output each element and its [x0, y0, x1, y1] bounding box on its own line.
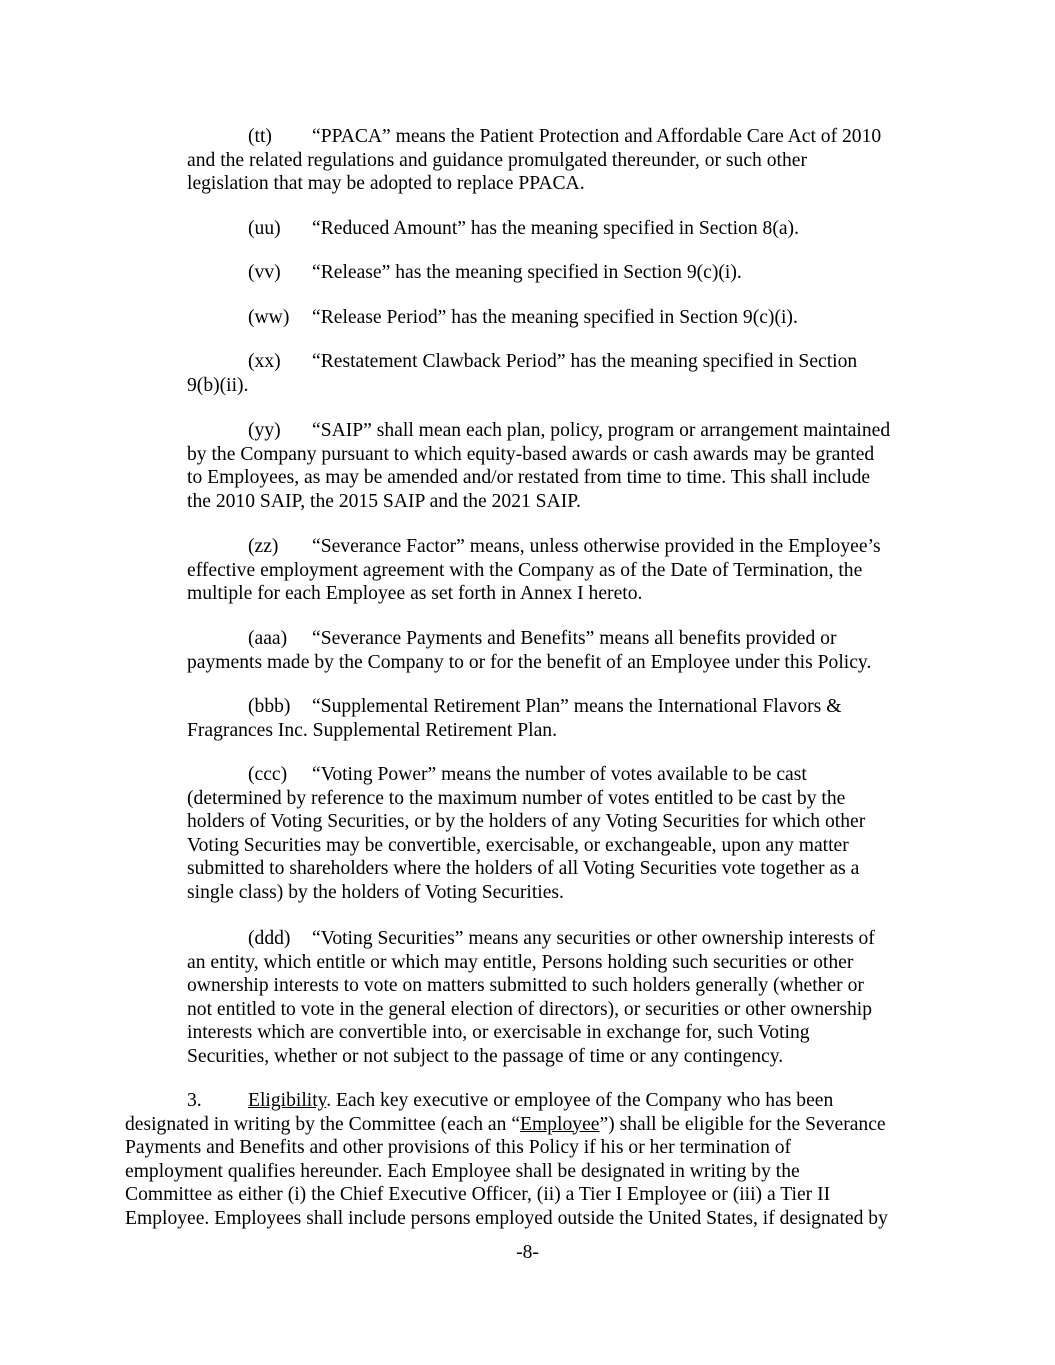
definition-label: (ddd)	[248, 928, 291, 949]
definition-text: “Voting Securities” means any securities or other ownership interests of	[312, 928, 875, 949]
definition-paragraph	[187, 535, 947, 606]
text-line: employment qualifies hereunder. Each Employee shall be designated in writing by the	[125, 1160, 800, 1182]
text-line: to Employees, as may be amended and/or restated from time to time. This shall include	[187, 467, 871, 489]
text-line: Securities, whether or not subject to the passage of time or any contingency.	[187, 1045, 784, 1067]
text-line: payments made by the Company to or for the benefit of an Employee under this Policy.	[187, 651, 872, 673]
definition-text: “SAIP” shall mean each plan, policy, program or arrangement maintained	[312, 420, 891, 441]
definition-label: (tt)	[248, 126, 272, 147]
definition-text: “Release Period” has the meaning specified in Section 9(c)(i).	[312, 307, 798, 328]
text-line	[187, 261, 947, 285]
definition-paragraph	[187, 627, 947, 674]
definition-label: (uu)	[248, 218, 281, 239]
text-line	[187, 763, 947, 787]
text-line: and the related regulations and guidance promulgated thereunder, or such other	[187, 149, 807, 171]
text-line: Committee as either (i) the Chief Executive Officer, (ii) a Tier I Employee or (iii) a Tier II	[125, 1184, 831, 1206]
definition-text: “Supplemental Retirement Plan” means the International Flavors &	[312, 696, 842, 717]
text-line: Voting Securities may be convertible, exercisable, or exchangeable, upon any matter	[187, 834, 849, 856]
text-line	[187, 627, 947, 651]
text-line: Payments and Benefits and other provisions of this Policy if his or her termination of	[125, 1137, 792, 1159]
section-3-eligibility	[125, 1089, 888, 1231]
text-line	[187, 217, 947, 241]
text-line: ”) shall be eligible for the Severance	[599, 1113, 886, 1135]
text-line: designated in writing by the Committee (each an “	[125, 1113, 521, 1135]
definition-label: (bbb)	[248, 696, 291, 717]
text-line: multiple for each Employee as set forth in Annex I hereto.	[187, 583, 643, 605]
text-line	[187, 306, 947, 330]
definition-paragraph	[187, 419, 947, 513]
definition-label: (vv)	[248, 262, 281, 283]
text-line: ownership interests to vote on matters submitted to such holders generally (whether or	[187, 975, 864, 997]
text-line	[187, 350, 947, 374]
text-line: Employee. Employees shall include persons employed outside the United States, if designated by	[125, 1207, 888, 1229]
definition-label: (yy)	[248, 420, 281, 441]
definition-text: “Restatement Clawback Period” has the meaning specified in Section	[312, 351, 858, 372]
text-line: an entity, which entitle or which may entitle, Persons holding such securities or other	[187, 951, 854, 973]
text-line: Fragrances Inc. Supplemental Retirement Plan.	[187, 719, 557, 741]
text-line: legislation that may be adopted to replace PPACA.	[187, 173, 585, 195]
definition-text: “Release” has the meaning specified in Section 9(c)(i).	[312, 262, 742, 283]
text-line	[187, 927, 947, 951]
text-line: not entitled to vote in the general election of directors), or securities or other ownership	[187, 998, 873, 1020]
definition-text: “Severance Payments and Benefits” means all benefits provided or	[312, 628, 837, 649]
definition-text: “Reduced Amount” has the meaning specified in Section 8(a).	[312, 218, 799, 239]
text-line: single class) by the holders of Voting Securities.	[187, 881, 564, 903]
text-line	[187, 535, 947, 559]
text-line: interests which are convertible into, or exercisable in exchange for, such Voting	[187, 1022, 810, 1044]
text-line: holders of Voting Securities, or by the holders of any Voting Securities for which other	[187, 811, 866, 833]
definition-paragraph	[187, 306, 947, 330]
definition-label: (ww)	[248, 307, 290, 328]
definition-text: “Voting Power” means the number of votes available to be cast	[312, 764, 807, 785]
defined-term: Employee	[520, 1113, 600, 1135]
text-line: . Each key executive or employee of the Company who has been	[326, 1090, 834, 1111]
section-heading: Eligibility	[248, 1090, 327, 1111]
text-line: the 2010 SAIP, the 2015 SAIP and the 2021 SAIP.	[187, 490, 581, 512]
text-line: 9(b)(ii).	[187, 374, 249, 396]
text-line: (determined by reference to the maximum number of votes entitled to be cast by the	[187, 787, 846, 809]
definition-paragraph	[187, 125, 947, 196]
definition-paragraph	[187, 217, 947, 241]
text-line	[187, 125, 947, 149]
text-line: submitted to shareholders where the holders of all Voting Securities vote together as a	[187, 858, 860, 880]
definition-paragraph	[187, 261, 947, 285]
page-number: -8-	[516, 1242, 539, 1263]
definition-text: “PPACA” means the Patient Protection and Affordable Care Act of 2010	[312, 126, 882, 147]
definition-paragraph	[187, 763, 947, 905]
definition-paragraph	[187, 350, 947, 397]
text-line	[187, 695, 947, 719]
definition-paragraph	[187, 695, 947, 742]
text-line	[187, 419, 947, 443]
definition-text: “Severance Factor” means, unless otherwise provided in the Employee’s	[312, 536, 881, 557]
definition-paragraph	[187, 927, 947, 1069]
definition-label: (aaa)	[248, 628, 288, 649]
definition-label: (ccc)	[248, 764, 288, 785]
section-number: 3.	[187, 1090, 202, 1111]
definition-label: (zz)	[248, 536, 279, 557]
definition-label: (xx)	[248, 351, 281, 372]
text-line: by the Company pursuant to which equity-based awards or cash awards may be granted	[187, 443, 875, 465]
text-line: effective employment agreement with the Company as of the Date of Termination, the	[187, 559, 863, 581]
